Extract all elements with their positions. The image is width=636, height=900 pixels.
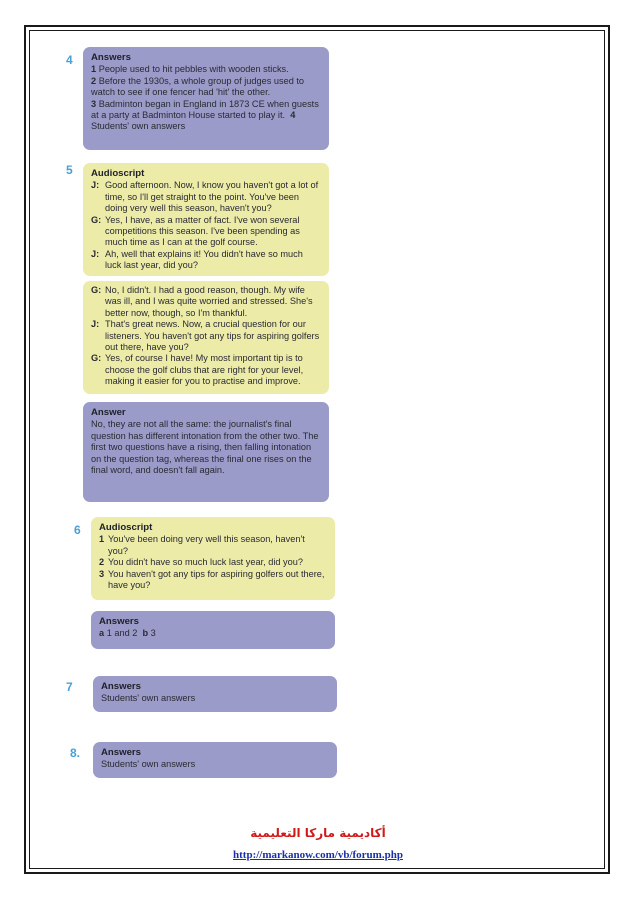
footer-academy-name: أكاديمية ماركا التعليمية (250, 826, 386, 840)
q8-answers-box (93, 742, 337, 778)
q5-line-1: J: Good afternoon. Now, I know you haven't got a lot of time, so I'll get straight to the point. You've been doing very well this season, haven't you? (91, 180, 319, 214)
q5-line-6: G: Yes, of course I have! My most important tip is to choose the golf clubs that are right for your level, making it easier for you to practise and improve. (91, 353, 304, 387)
q7-answers-title: Answers (101, 681, 141, 692)
q5-line-4: G: No, I didn't. I had a good reason, though. My wife was ill, and I was quite worried and stressed. She's better now, though, so I'm thankful. (91, 285, 313, 318)
q4-answers-title: Answers (91, 52, 131, 63)
q6-audio-item-1: 1 You've been doing very well this season, haven't you? (99, 534, 305, 556)
question-number-6: 6 (74, 523, 81, 537)
question-number-8: 8. (70, 746, 81, 760)
q8-answers-title: Answers (101, 747, 141, 758)
q6-audio-item-2: 2 You didn't have so much luck last year, did you? (99, 557, 303, 568)
q5-audioscript-box-2 (83, 281, 329, 394)
q6-audio-item-3: 3 You haven't got any tips for aspiring golfers out there, have you? (99, 568, 325, 591)
question-number-4: 4 (66, 53, 73, 67)
question-number-7: 7 (66, 680, 73, 694)
q6-answers-box (91, 611, 335, 649)
footer-link[interactable]: http://markanow.com/vb/forum.php (233, 849, 403, 861)
q5-answer-title: Answer (91, 407, 126, 418)
q5-audioscript-box-1 (83, 163, 329, 276)
question-number-5: 5 (66, 163, 73, 177)
q5-answer-text: No, they are not all the same: the journalist's final question has different intonation from the other two. The first two questions have a rising, then falling intonation on the question tag, whereas the final one rises on the final word, and doesn't fall again. (91, 419, 319, 476)
q8-answers-text: Students' own answers (101, 759, 196, 770)
q4-answer-2: 2 Before the 1930s, a whole group of judges used to watch to see if one fencer had 'hit' the other. (91, 75, 305, 98)
q5-line-3: J: Ah, well that explains it! You didn't have so much luck last year, did you? (91, 248, 303, 271)
q5-line-2: G: Yes, I have, as a matter of fact. I've won several competitions this season. I've been spending as much time as I can at the golf course. (91, 214, 300, 248)
q7-answers-text: Students' own answers (101, 693, 196, 704)
q4-answer-1: 1 People used to hit pebbles with wooden sticks. (91, 64, 289, 75)
q6-audioscript-box (91, 517, 335, 600)
q6-answers-title: Answers (99, 616, 139, 627)
q7-answers-box (93, 676, 337, 712)
q4-answers-box (83, 47, 329, 150)
q5-line-5: J: That's great news. Now, a crucial question for our listeners. You haven't got any tips for aspiring golfers out there, have you? (91, 319, 320, 353)
q4-answer-3: 3 Badminton began in England in 1873 CE when guests at a party at Badminton House started to play it. 4 Students' own answers (91, 98, 319, 132)
q5-answer-box (83, 402, 329, 502)
q6-answers-text: a 1 and 2 b 3 (99, 628, 156, 639)
q6-audioscript-title: Audioscript (99, 522, 153, 533)
q5-audioscript-title: Audioscript (91, 168, 145, 179)
